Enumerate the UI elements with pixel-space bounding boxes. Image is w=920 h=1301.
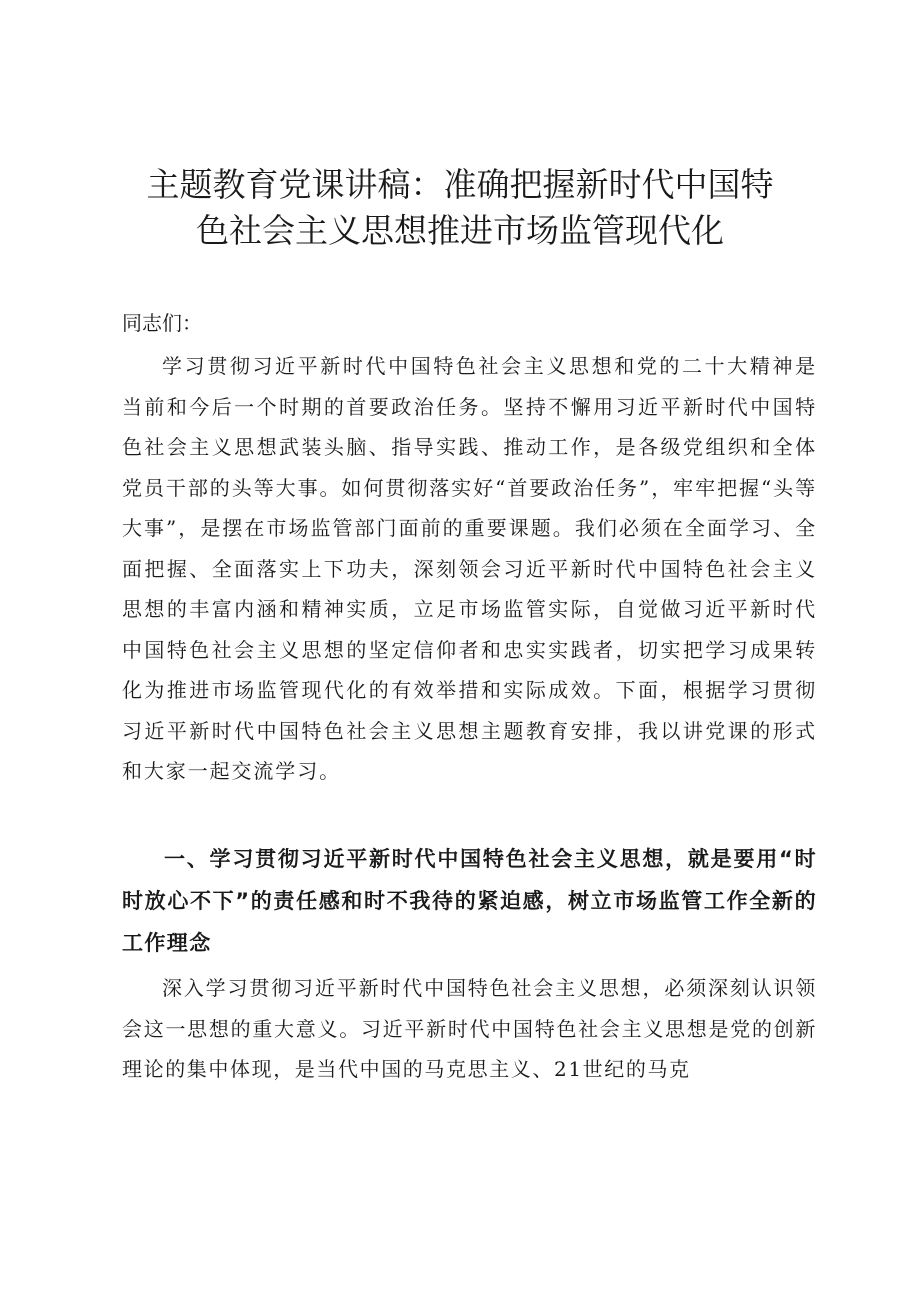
body-paragraph-1: 学习贯彻习近平新时代中国特色社会主义思想和党的二十大精神是当前和今后一个时期的首要政治任务。坚持不懈用习近平新时代中国特色社会主义思想武装头脑、指导实践、推动工作，是各级党组织和全体党员干部的头等大事。如何贯彻落实好“首要政治任务”，牢牢把握“头等大事”，是摆在市场监管部门面前的重要课题。我们必须在全面学习、全面把握、全面落实上下功夫，深刻领会习近平新时代中国特色社会主义思想的丰富内涵和精神实质，立足市场监管实际，自觉做习近平新时代中国特色社会主义思想的坚定信仰者和忠实实践者，切实把学习成果转化为推进市场监管现代化的有效举措和实际成效。下面，根据学习贯彻习近平新时代中国特色社会主义思想主题教育安排，我以讲党课的形式和大家一起交流学习。: [122, 354, 817, 783]
document-title: [120, 162, 800, 254]
section-heading-1: 一、学习贯彻习近平新时代中国特色社会主义思想，就是要用“时时放心不下”的责任感和时不我待的紧迫感，树立市场监管工作全新的工作理念: [122, 847, 817, 955]
title-line-1: 主题教育党课讲稿：准确把握新时代中国特: [146, 165, 774, 204]
salutation: 同志们：: [122, 311, 202, 335]
body-paragraph-2: 深入学习贯彻习近平新时代中国特色社会主义思想，必须深刻认识领会这一思想的重大意义。习近平新时代中国特色社会主义思想是党的创新理论的集中体现，是当代中国的马克思主义、21世纪的马克: [122, 976, 817, 1081]
title-line-2: 色社会主义思想推进市场监管现代化: [196, 211, 724, 250]
